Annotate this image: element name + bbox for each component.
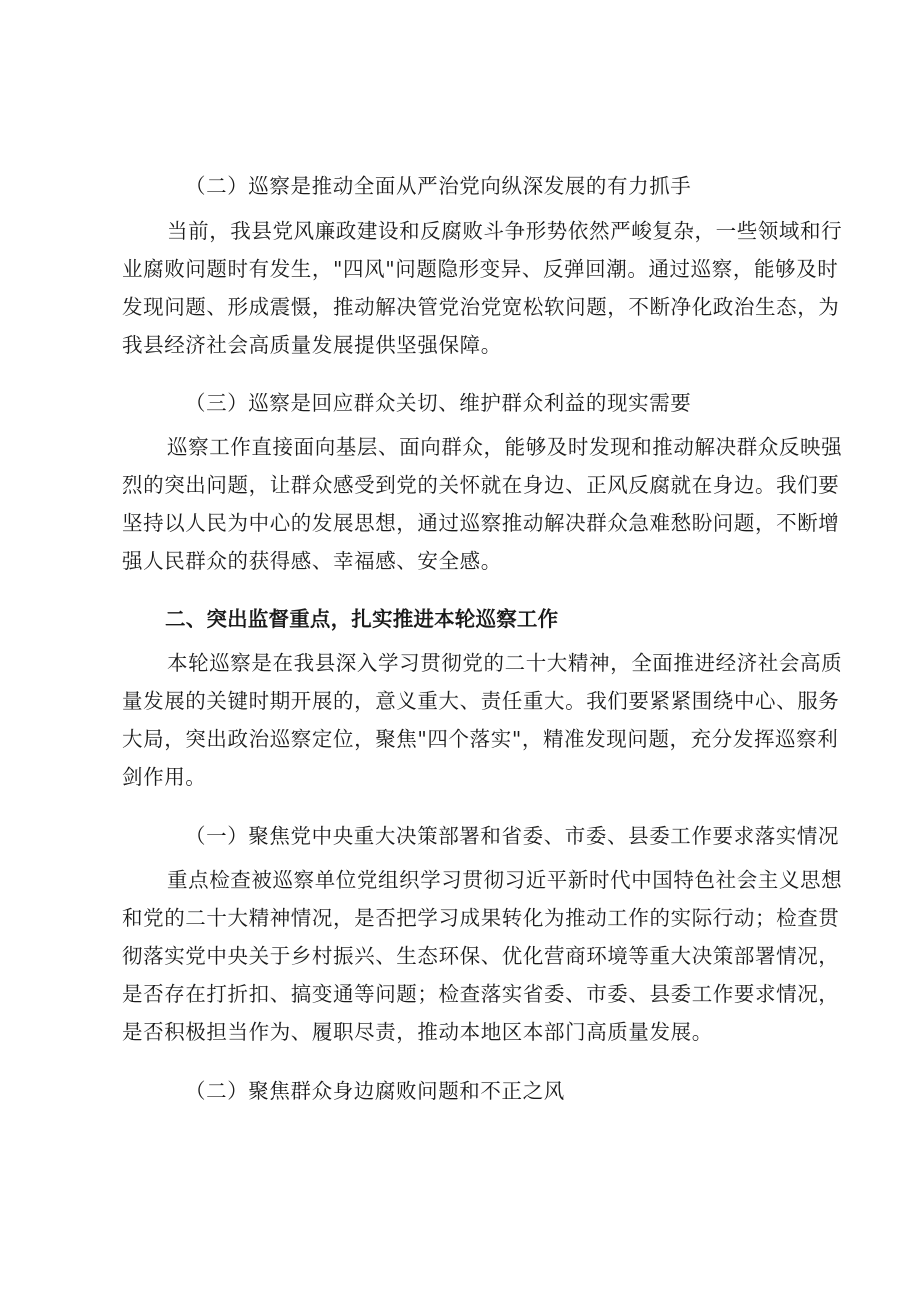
paragraph-line: 量发展的关键时期开展的，意义重大、责任重大。我们要紧紧围绕中心、服务 [122,689,840,713]
paragraph-line: 大局，突出政治巡察定位，聚焦"四个落实"，精准发现问题，充分发挥巡察利 [122,727,839,751]
paragraph-line: 是否存在打折扣、搞变通等问题；检查落实省委、市委、县委工作要求情况， [122,982,840,1006]
paragraph-line: 和党的二十大精神情况，是否把学习成果转化为推动工作的实际行动；检查贯 [122,906,840,930]
paragraph-line: 是否积极担当作为、履职尽责，推动本地区本部门高质量发展。 [122,1020,713,1044]
paragraph-line: 强人民群众的获得感、幸福感、安全感。 [122,549,502,573]
paragraph-grassroots [122,428,843,580]
paragraph-line: 彻落实党中央关于乡村振兴、生态环保、优化营商环境等重大决策部署情况， [122,944,840,968]
paragraph-line: 剑作用。 [122,765,207,789]
paragraph-line: 业腐败问题时有发生，"四风"问题隐形变异、反弹回潮。通过巡察，能够及时 [122,257,839,281]
paragraph-line: 烈的突出问题，让群众感受到党的关怀就在身边、正风反腐就在身边。我们要 [122,473,840,497]
section-heading-two: 二、突出监督重点，扎实推进本轮巡察工作 [165,607,559,631]
paragraph-current-situation [122,212,843,364]
paragraph-line: 巡察工作直接面向基层、面向群众，能够及时发现和推动解决群众反映强 [167,435,843,459]
subheading-public-concerns: （三）巡察是回应群众关切、维护群众利益的现实需要 [185,391,692,415]
subheading-grassroots-corruption: （二）聚焦群众身边腐败问题和不正之风 [185,1079,565,1103]
paragraph-key-checks [122,861,843,1051]
paragraph-this-round [122,644,843,796]
subheading-central-decisions: （一）聚焦党中央重大决策部署和省委、市委、县委工作要求落实情况 [185,824,840,848]
paragraph-line: 本轮巡察是在我县深入学习贯彻党的二十大精神，全面推进经济社会高质 [167,651,843,675]
paragraph-line: 我县经济社会高质量发展提供坚强保障。 [122,333,502,357]
subheading-inspection-tool: （二）巡察是推动全面从严治党向纵深发展的有力抓手 [185,174,692,198]
paragraph-line: 当前，我县党风廉政建设和反腐败斗争形势依然严峻复杂，一些领域和行 [167,219,843,243]
paragraph-line: 重点检查被巡察单位党组织学习贯彻习近平新时代中国特色社会主义思想 [167,868,843,892]
paragraph-line: 坚持以人民为中心的发展思想，通过巡察推动解决群众急难愁盼问题，不断增 [122,511,840,535]
paragraph-line: 发现问题、形成震慑，推动解决管党治党宽松软问题，不断净化政治生态，为 [122,295,840,319]
